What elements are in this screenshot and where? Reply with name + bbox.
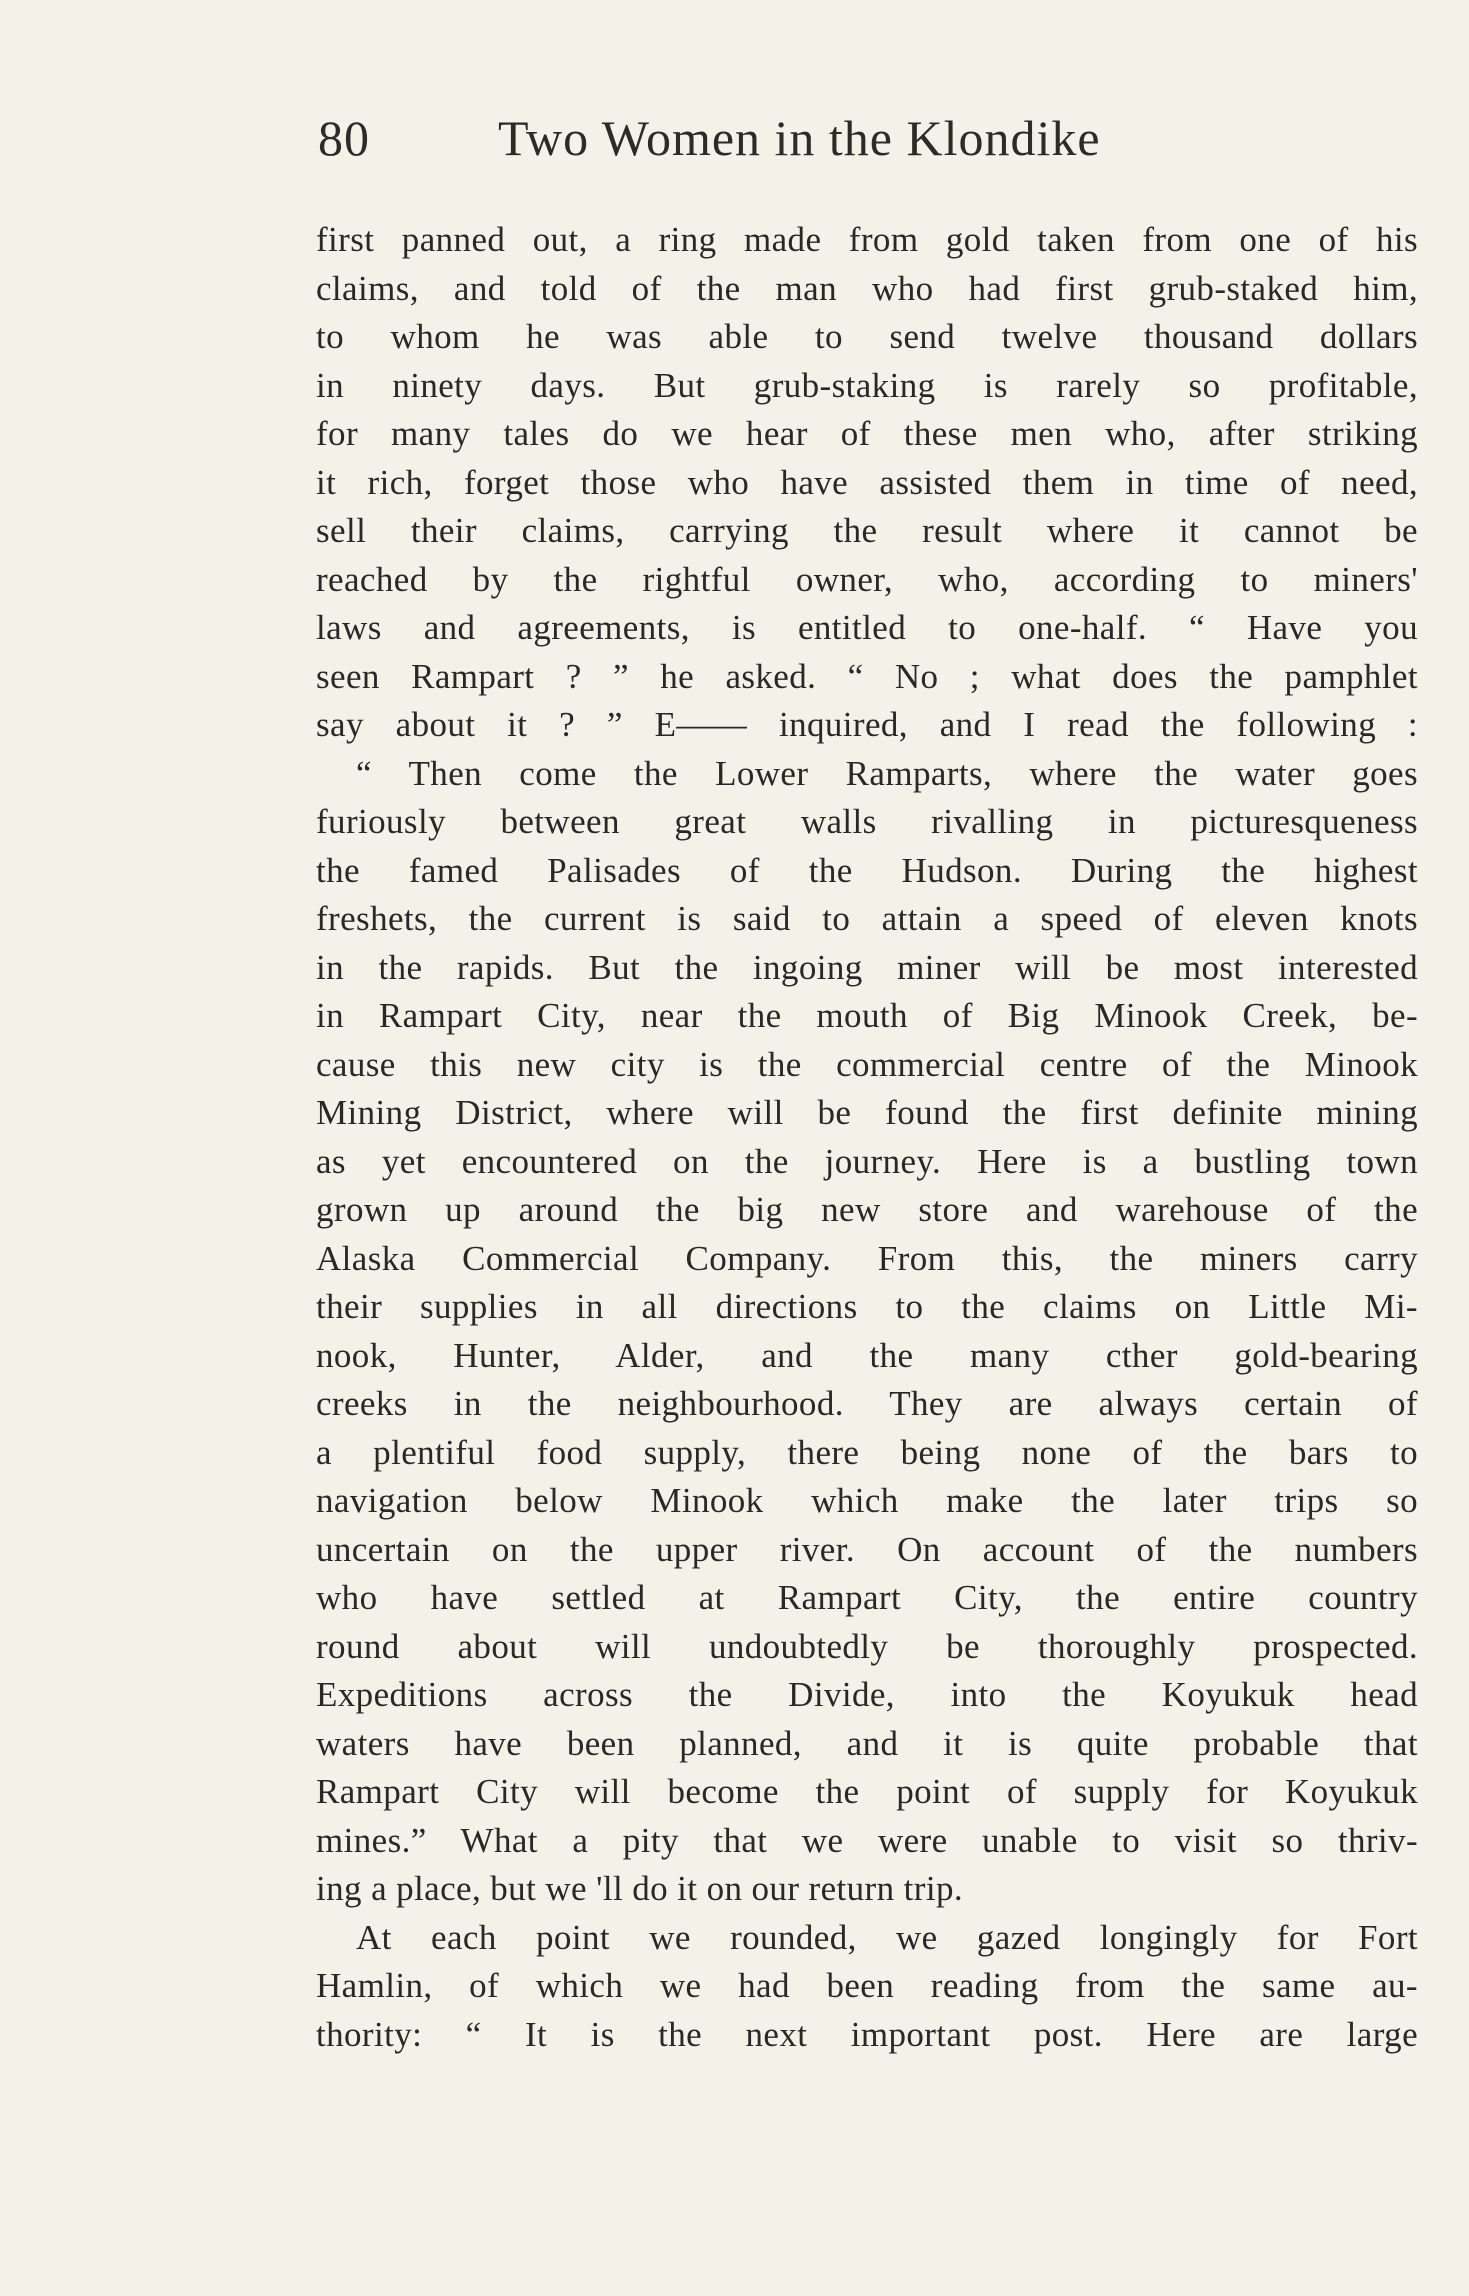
text-line: who have settled at Rampart City, the entire country [316, 1578, 1418, 1617]
text-line: cause this new city is the commercial centre of the Minook [316, 1044, 1418, 1084]
text-line: “ Then come the Lower Ramparts, where the water goes [356, 753, 1418, 793]
text-line: the famed Palisades of the Hudson. During the highest [316, 850, 1418, 890]
page-header [318, 108, 1238, 168]
text-line: creeks in the neighbourhood. They are always certain of [316, 1384, 1418, 1423]
text-line: as yet encountered on the journey. Here is a bustling town [316, 1141, 1418, 1181]
text-line: navigation below Minook which make the later trips so [316, 1481, 1418, 1520]
text-line: Hamlin, of which we had been reading from the same au- [316, 1966, 1418, 2005]
text-line: nook, Hunter, Alder, and the many cther gold-bearing [316, 1335, 1418, 1375]
text-line: Alaska Commercial Company. From this, the miners carry [316, 1238, 1418, 1278]
text-line: in the rapids. But the ingoing miner will be most interested [316, 947, 1418, 987]
text-line: their supplies in all directions to the claims on Little Mi- [316, 1287, 1418, 1326]
text-line: At each point we rounded, we gazed longingly for Fort [356, 1917, 1418, 1957]
text-line: Mining District, where will be found the first definite mining [316, 1093, 1418, 1132]
text-line: first panned out, a ring made from gold taken from one of his [316, 220, 1418, 259]
text-line: reached by the rightful owner, who, according to miners' [316, 559, 1418, 599]
text-line: grown up around the big new store and warehouse of the [316, 1190, 1418, 1229]
text-line: Expeditions across the Divide, into the Koyukuk head [316, 1675, 1418, 1714]
text-line: mines.” What a pity that we were unable to visit so thriv- [316, 1820, 1418, 1860]
text-line: for many tales do we hear of these men who, after striking [316, 414, 1418, 453]
text-line: to whom he was able to send twelve thousand dollars [316, 317, 1418, 356]
text-line: in ninety days. But grub-staking is rarely so profitable, [316, 365, 1418, 405]
text-line: say about it ? ” E—— inquired, and I read the following : [316, 705, 1418, 744]
text-line: laws and agreements, is entitled to one-half. “ Have you [316, 608, 1418, 647]
text-line: a plentiful food supply, there being none of the bars to [316, 1432, 1418, 1472]
text-line: freshets, the current is said to attain a speed of eleven knots [316, 899, 1418, 938]
page-number: 80 [318, 110, 370, 166]
running-title: Two Women in the Klondike [498, 110, 1101, 166]
text-line: thority: “ It is the next important post. Here are large [316, 2014, 1418, 2054]
text-line: seen Rampart ? ” he asked. “ No ; what does the pamphlet [316, 656, 1418, 696]
text-line: in Rampart City, near the mouth of Big Minook Creek, be- [316, 996, 1418, 1035]
text-line: waters have been planned, and it is quite probable that [316, 1723, 1418, 1763]
text-line: sell their claims, carrying the result where it cannot be [316, 511, 1418, 550]
text-line: Rampart City will become the point of supply for Koyukuk [316, 1772, 1418, 1811]
text-line: claims, and told of the man who had first grub-staked him, [316, 268, 1418, 308]
body-text [316, 216, 1418, 2059]
text-line: ing a place, but we 'll do it on our return trip. [316, 1869, 964, 1908]
text-line: round about will undoubtedly be thoroughly prospected. [316, 1626, 1418, 1666]
text-line: uncertain on the upper river. On account of the numbers [316, 1529, 1418, 1569]
text-line: it rich, forget those who have assisted them in time of need, [316, 462, 1418, 502]
text-line: furiously between great walls rivalling in picturesqueness [316, 802, 1418, 841]
